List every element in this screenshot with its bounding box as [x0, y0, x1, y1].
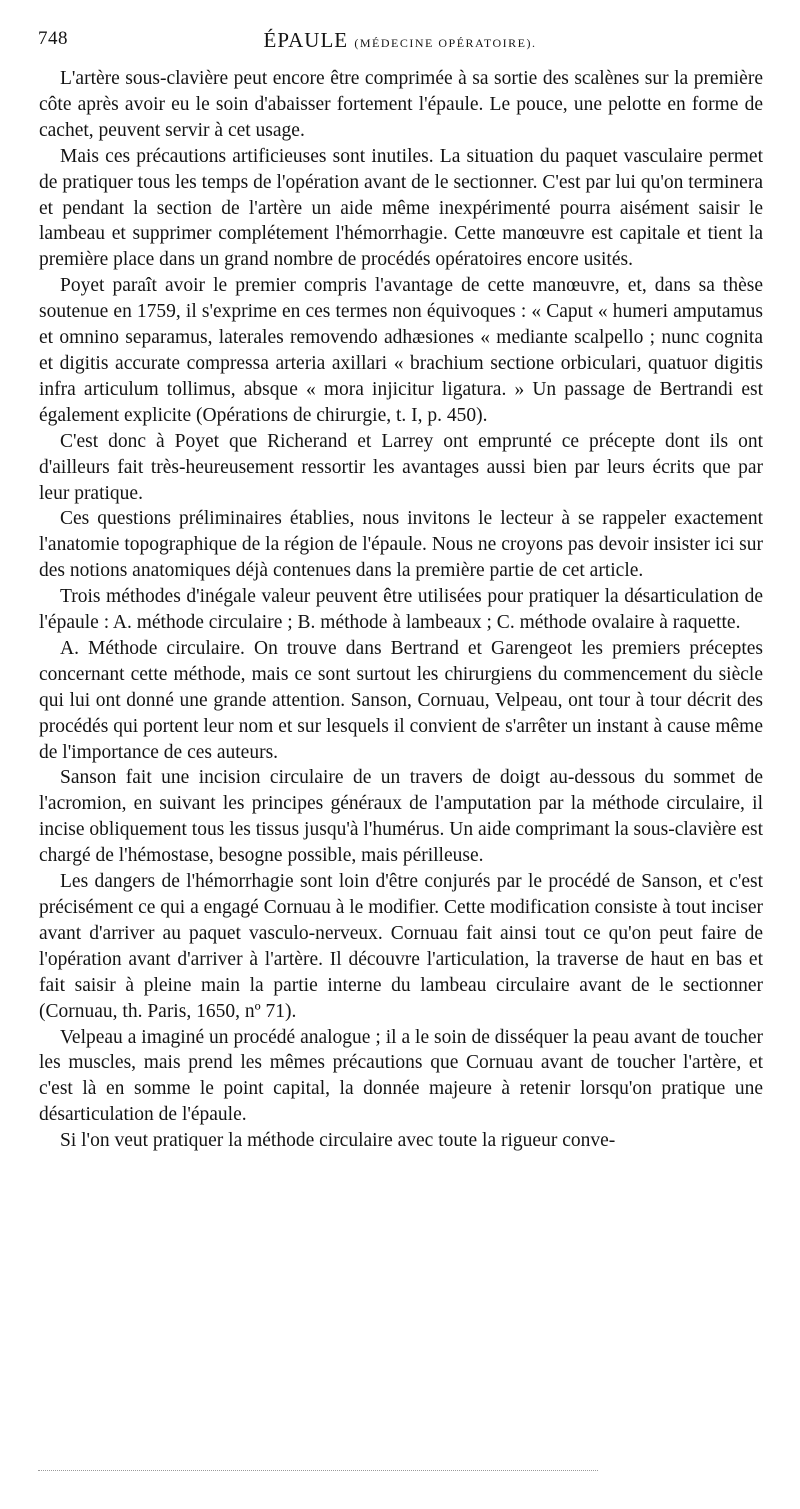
page-header — [38, 28, 762, 62]
paragraph: C'est donc à Poyet que Richerand et Larrey ont emprunté ce précepte dont ils ont d'ailleurs fait très-heureusement ressortir les avantages aussi bien par leurs écrits que par leur pratique. — [39, 430, 763, 504]
body-text — [39, 66, 763, 1154]
footer-dotted-rule — [38, 1470, 598, 1471]
paragraph: Si l'on veut pratiquer la méthode circulaire avec toute la rigueur conve- — [60, 1130, 616, 1152]
paragraph: Les dangers de l'hémorrhagie sont loin d'être conjurés par le procédé de Sanson, et c'est précisément ce qui a engagé Cornuau à le modifier. Cette modification consiste à tout inciser avant d'arriver au paquet vasculo-nerveux. Cornuau fait ainsi tout ce qu'on peut faire de l'opération avant d'arriver à l'artère. Il découvre l'articulation, la traverse de haut en bas et fait saisir à pleine main la partie interne du lambeau circulaire avant de le sectionner (Cornuau, th. Paris, 1650, nº 71). — [39, 871, 763, 1022]
paragraph: A. Méthode circulaire. On trouve dans Bertrand et Garengeot les premiers préceptes concernant cette méthode, mais ce sont surtout les chirurgiens du commencement du siècle qui lui ont donné une grande attention. Sanson, Cornuau, Velpeau, ont tour à tour décrit des procédés qui portent leur nom et sur lesquels il convient de s'arrêter un instant à cause même de l'importance de ces auteurs. — [39, 637, 763, 763]
paragraph: Poyet paraît avoir le premier compris l'avantage de cette manœuvre, et, dans sa thèse soutenue en 1759, il s'exprime en ces termes non équivoques : « Caput « humeri amputamus et omnino separamus, laterales removendo adhæsiones « mediante scalpello ; nunc cognita et digitis accurate compressa arteria axillari « brachium sectione orbiculari, quatuor digitis infra articulum tollimus, absque « mora injicitur ligatura. » Un passage de Bertrandi est également explicite (Opérations de chirurgie, t. I, p. 450). — [39, 275, 763, 426]
paragraph: Sanson fait une incision circulaire de un travers de doigt au-dessous du sommet de l'acromion, en suivant les principes généraux de l'amputation par la méthode circulaire, il incise obliquement tous les tissus jusqu'à l'humérus. Un aide comprimant la sous-clavière est chargé de l'hémostase, besogne possible, mais périlleuse. — [39, 767, 763, 867]
paragraph: L'artère sous-clavière peut encore être comprimée à sa sortie des scalènes sur la première côte après avoir eu le soin d'abaisser fortement l'épaule. Le pouce, une pelotte en forme de cachet, peuvent servir à cet usage. — [39, 68, 763, 141]
running-head — [38, 28, 762, 53]
running-head-title: ÉPAULE — [263, 28, 349, 52]
paragraph: Mais ces précautions artificieuses sont inutiles. La situation du paquet vasculaire permet de pratiquer tous les temps de l'opération avant de le sectionner. C'est par lui qu'on terminera et pendant la section de l'artère un aide même inexpérimenté pourra aisément saisir le lambeau et supprimer complétement l'hémorrhagie. Cette manœuvre est capitale et tient la première place dans un grand nombre de procédés opératoires encore usités. — [39, 145, 763, 271]
paragraph: Trois méthodes d'inégale valeur peuvent être utilisées pour pratiquer la désarticulation de l'épaule : A. méthode circulaire ; B. méthode à lambeaux ; C. méthode ovalaire à raquette. — [39, 586, 763, 634]
paragraph: Velpeau a imaginé un procédé analogue ; il a le soin de disséquer la peau avant de toucher les muscles, mais prend les mêmes précautions que Cornuau avant de toucher l'artère, et c'est là en somme le point capital, la donnée majeure à retenir lorsqu'on pratique une désarticulation de l'épaule. — [39, 1026, 763, 1126]
page-number: 748 — [38, 28, 68, 49]
paragraph: Ces questions préliminaires établies, nous invitons le lecteur à se rappeler exactement l'anatomie topographique de la région de l'épaule. Nous ne croyons pas devoir insister ici sur des notions anatomiques déjà contenues dans la première partie de cet article. — [39, 508, 763, 582]
running-head-subtitle: (MÉDECINE OPÉRATOIRE). — [354, 36, 537, 50]
